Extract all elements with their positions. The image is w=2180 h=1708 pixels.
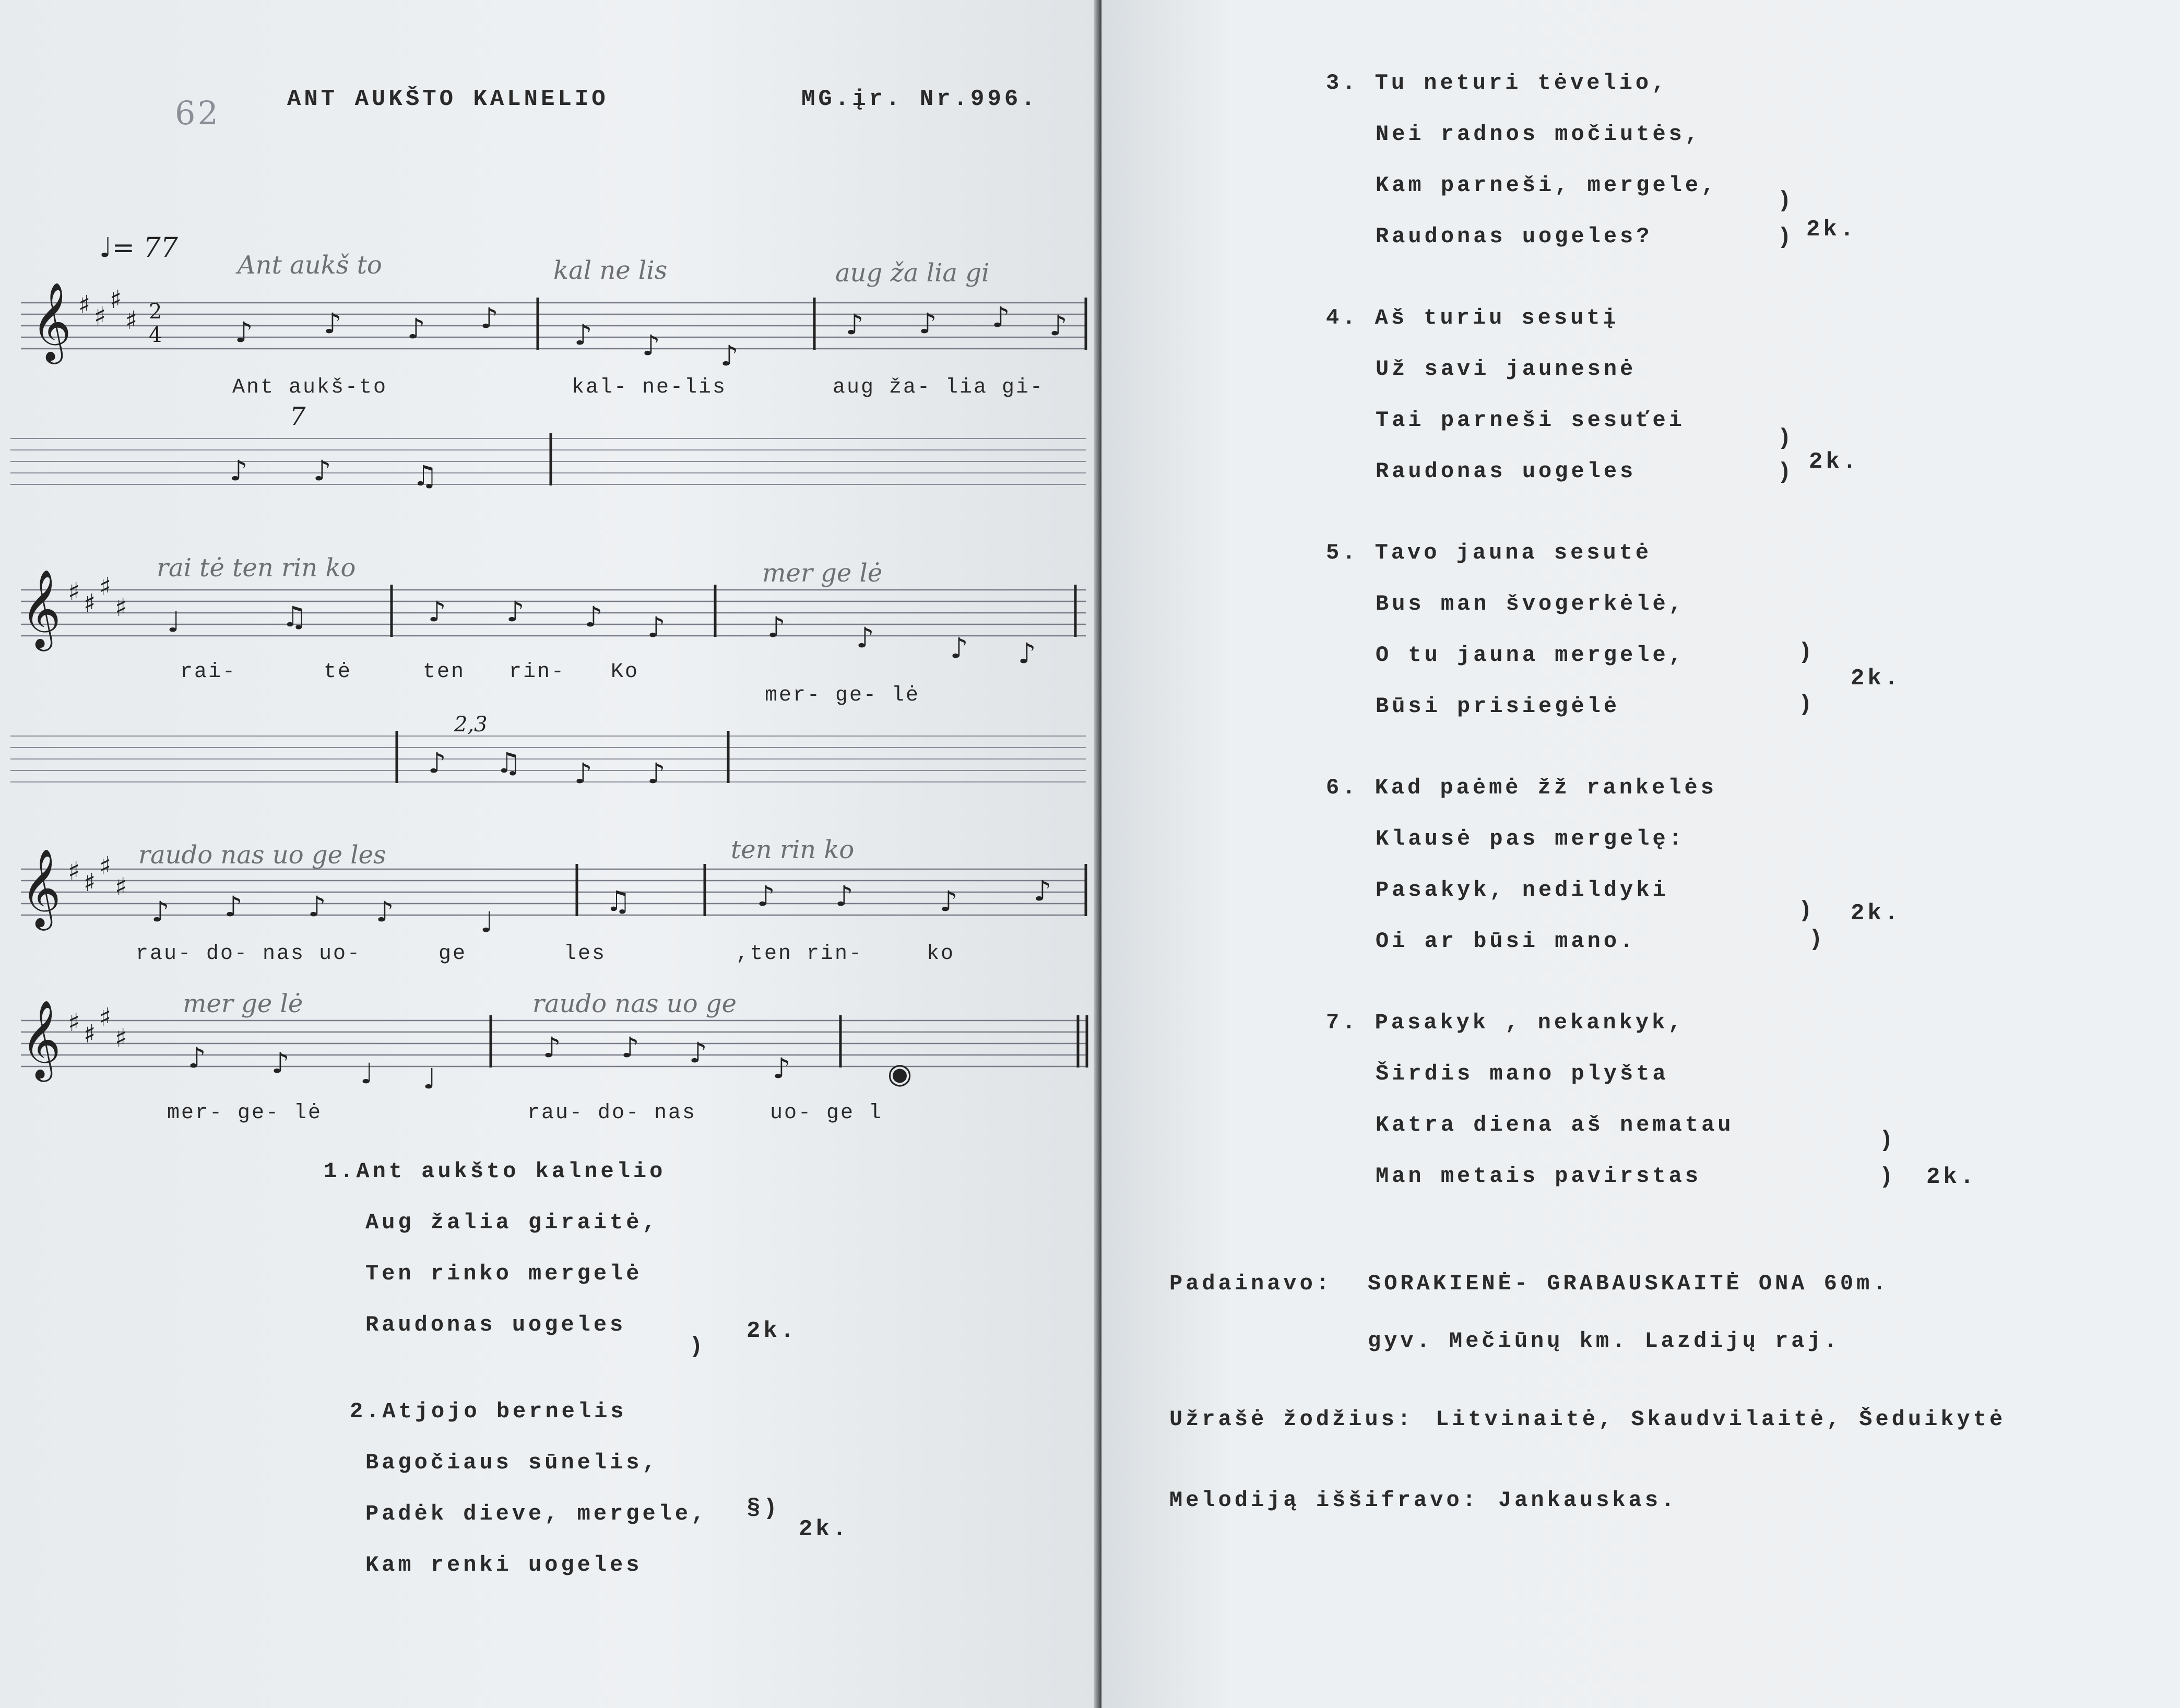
stanza-line: Bus man švogerkėlė, <box>1376 591 1685 616</box>
svg-text:♪: ♪ <box>757 880 775 912</box>
svg-text:♪: ♪ <box>230 454 248 487</box>
svg-text:♪: ♪ <box>574 318 593 351</box>
stanza-line: Tai parneši sesuťei <box>1376 408 1685 433</box>
svg-text:♪: ♪ <box>188 1041 206 1074</box>
stanza-line: Atjojo bernelis <box>382 1399 627 1424</box>
repeat-marker: 2k. <box>1926 1164 1977 1190</box>
svg-text:♯: ♯ <box>110 285 122 314</box>
stanza-line: Būsi prisiegėlė <box>1376 694 1620 719</box>
stanza-line: Aug žalia giraitė, <box>365 1210 659 1235</box>
lyric-line: mer- ge- lė <box>765 684 920 707</box>
pencil-note: Ant aukš to <box>238 251 382 280</box>
pencil-note: raudo nas uo ge <box>532 989 737 1018</box>
stanza-line: Kam parneši, mergele, <box>1376 173 1718 198</box>
words-recorded-by: Litvinaitė, Skaudvilaitė, Šeduikytė <box>1436 1407 2006 1432</box>
svg-text:♪: ♪ <box>647 757 666 790</box>
stanza-7 <box>1326 997 1977 1202</box>
svg-text:♯: ♯ <box>84 868 96 897</box>
repeat-brace: ) <box>1879 1164 1897 1190</box>
svg-text:♪: ♪ <box>480 302 499 335</box>
stanza-line: Ant aukšto kalnelio <box>356 1159 666 1184</box>
svg-text:♫: ♫ <box>282 600 307 633</box>
repeat-marker: 2k. <box>1806 217 1857 243</box>
svg-text:♯: ♯ <box>115 1024 127 1053</box>
stanza-line: Širdis mano plyšta <box>1376 1061 1669 1086</box>
stanza-5 <box>1326 527 1902 732</box>
stanza-number: 2. <box>350 1399 383 1424</box>
svg-text:♯: ♯ <box>68 577 80 607</box>
svg-text:♯: ♯ <box>99 851 112 881</box>
svg-text:♪: ♪ <box>846 308 864 341</box>
svg-text:♪: ♪ <box>940 885 958 918</box>
svg-text:♫: ♫ <box>606 885 631 918</box>
svg-text:♪: ♪ <box>919 307 937 340</box>
svg-text:♯: ♯ <box>84 1019 96 1049</box>
stanza-line: Katra diena aš nematau <box>1376 1112 1734 1137</box>
stanza-1 <box>324 1146 798 1360</box>
stanza-line: Pasakyk , nekankyk, <box>1375 1010 1685 1035</box>
svg-text:♯: ♯ <box>115 593 127 622</box>
svg-text:♪: ♪ <box>574 757 593 790</box>
repeat-brace: ) <box>1798 692 1816 718</box>
stanza-line: Raudonas uogeles <box>1376 459 1637 484</box>
svg-text:♪: ♪ <box>308 890 326 923</box>
svg-text:♯: ♯ <box>68 1008 80 1037</box>
stanza-line: Tu neturi tėvelio, <box>1375 70 1668 96</box>
lyric-line: rin- <box>509 660 566 684</box>
repeat-brace: ) <box>1798 898 1816 924</box>
stanza-line: Už savi jaunesnė <box>1376 357 1637 382</box>
stanza-line: Man metais pavirstas <box>1376 1164 1702 1189</box>
pencil-note: ten rin ko <box>731 835 855 864</box>
svg-text:𝄞: 𝄞 <box>21 999 61 1078</box>
staff-lines <box>10 726 1096 799</box>
stanza-line: Bagočiaus sūnelis, <box>365 1450 659 1475</box>
stanza-line: Ten rinko mergelė <box>365 1261 643 1286</box>
stanza-number: 1. <box>324 1159 357 1184</box>
stanza-number: 6. <box>1326 775 1359 800</box>
repeat-marker: 2k. <box>747 1318 798 1344</box>
svg-text:♪: ♪ <box>647 611 666 644</box>
music-staff-variant-1 <box>10 428 1096 504</box>
svg-text:♪: ♪ <box>407 312 425 345</box>
stanza-line: Klausė pas mergelę: <box>1376 826 1685 851</box>
svg-text:4: 4 <box>149 323 162 347</box>
svg-text:♪: ♪ <box>235 316 253 349</box>
staff-lines <box>10 428 1096 501</box>
svg-text:♩: ♩ <box>423 1062 436 1095</box>
repeat-marker: 2k. <box>799 1516 850 1543</box>
stanza-2 <box>350 1386 850 1591</box>
repeat-brace: ) <box>1798 639 1816 666</box>
performer-name: SORAKIENĖ- GRABAUSKAITĖ ONA 60m. <box>1368 1271 1889 1296</box>
repeat-brace: ) <box>1778 224 1795 251</box>
pencil-note: 7 <box>290 402 306 431</box>
svg-text:♫: ♫ <box>412 459 438 492</box>
repeat-brace: §) <box>747 1496 780 1522</box>
melody-by: Jankauskas. <box>1498 1488 1678 1513</box>
svg-text:♯: ♯ <box>68 857 80 886</box>
svg-text:♯: ♯ <box>94 302 106 331</box>
music-staff-1 <box>10 281 1096 378</box>
svg-text:♩: ♩ <box>360 1057 374 1090</box>
lyric-line: ko <box>927 942 955 966</box>
svg-text:𝄞: 𝄞 <box>31 281 72 361</box>
svg-text:2: 2 <box>149 300 162 324</box>
lyric-line: ,ten rin- <box>736 942 863 966</box>
stanza-line: O tu jauna mergele, <box>1376 643 1685 668</box>
stanza-line: Tavo jauna sesutė <box>1375 540 1652 565</box>
stanza-line: Pasakyk, nedildyki <box>1376 877 1669 903</box>
lyric-line: kal- ne-lis <box>572 376 727 399</box>
repeat-marker: 2k. <box>1851 900 1902 927</box>
right-page <box>1101 0 2180 1708</box>
svg-text:♪: ♪ <box>313 454 331 487</box>
svg-text:♪: ♪ <box>1034 874 1052 907</box>
lyric-line: Ant aukš-to <box>232 376 388 399</box>
lyric-line: ge <box>439 942 467 966</box>
archive-reference: MG.įr. Nr.996. <box>801 86 1038 112</box>
stanza-6 <box>1326 762 1902 967</box>
svg-text:𝄞: 𝄞 <box>21 568 61 648</box>
repeat-brace: ) <box>1778 188 1795 214</box>
svg-text:♪: ♪ <box>1018 637 1036 670</box>
stanza-line: Nei radnos močiutės, <box>1376 122 1702 147</box>
svg-text:♯: ♯ <box>84 589 96 618</box>
lyric-line: aug ža- lia gi- <box>833 376 1045 399</box>
lyric-line: tė <box>324 660 352 684</box>
pencil-note: kal ne lis <box>553 256 668 285</box>
svg-text:◉: ◉ <box>887 1057 913 1090</box>
stanza-number: 3. <box>1326 70 1359 96</box>
stanza-number: 5. <box>1326 540 1359 565</box>
pencil-note: mer ge lė <box>183 989 303 1018</box>
svg-text:♪: ♪ <box>224 890 243 923</box>
svg-text:♩: ♩ <box>480 906 494 939</box>
svg-text:♪: ♪ <box>856 621 874 654</box>
svg-text:♪: ♪ <box>271 1047 290 1080</box>
repeat-brace: ) <box>1778 425 1795 452</box>
svg-text:♪: ♪ <box>585 600 603 633</box>
svg-text:♪: ♪ <box>992 301 1010 334</box>
stanza-4 <box>1326 292 1860 497</box>
stanza-line: Kad paėmė žž rankelės <box>1375 775 1717 800</box>
svg-text:♪: ♪ <box>151 895 170 928</box>
music-staff-variant-2 <box>10 726 1096 801</box>
svg-text:♪: ♪ <box>1049 309 1068 342</box>
svg-text:♪: ♪ <box>689 1036 707 1069</box>
svg-text:♪: ♪ <box>720 339 739 372</box>
svg-text:♯: ♯ <box>78 290 91 319</box>
melody-label: Melodiją iššifravo: <box>1169 1488 1479 1513</box>
pencil-note: rai tė ten rin ko <box>157 553 356 583</box>
svg-text:♪: ♪ <box>767 611 786 644</box>
stanza-line: Raudonas uogeles? <box>1376 224 1653 249</box>
svg-text:♯: ♯ <box>115 872 127 902</box>
svg-text:♯: ♯ <box>99 1003 112 1032</box>
repeat-brace: ) <box>689 1334 706 1360</box>
svg-text:♪: ♪ <box>543 1031 561 1064</box>
stanza-3 <box>1326 57 1857 262</box>
stanza-line: Aš turiu sesutį <box>1375 305 1619 330</box>
svg-text:♪: ♪ <box>428 595 446 628</box>
svg-text:♯: ♯ <box>125 306 138 335</box>
svg-text:𝄞: 𝄞 <box>21 848 61 927</box>
lyric-line: les <box>564 942 607 966</box>
pencil-note: mer ge lė <box>762 559 883 588</box>
svg-text:♩: ♩ <box>167 606 181 638</box>
pencil-note: aug ža lia gi <box>835 258 990 288</box>
repeat-brace: ) <box>1879 1128 1897 1154</box>
svg-text:♪: ♪ <box>835 880 854 912</box>
svg-text:♪: ♪ <box>950 632 968 665</box>
svg-text:♪: ♪ <box>376 895 394 928</box>
tempo-mark: ♩= 77 <box>99 232 178 264</box>
lyric-line: ten <box>423 660 466 684</box>
lyric-line: rau- do- nas uo- <box>136 942 362 966</box>
page-number: 62 <box>175 94 220 132</box>
lyric-line: rai- <box>180 660 237 684</box>
performer-residence: gyv. Mečiūnų km. Lazdijų raj. <box>1368 1329 1840 1354</box>
lyric-line: rau- do- nas <box>527 1101 697 1125</box>
svg-text:♪: ♪ <box>642 329 660 362</box>
performer-label: Padainavo: <box>1169 1271 1333 1296</box>
words-recorded-label: Užrašė žodžius: <box>1169 1407 1414 1432</box>
stanza-number: 7. <box>1326 1010 1359 1035</box>
stanza-line: Kam renki uogeles <box>365 1552 643 1577</box>
svg-text:♪: ♪ <box>773 1052 791 1085</box>
lyric-line: mer- ge- lė <box>167 1101 323 1125</box>
song-title: ANT AUKŠTO KALNELIO <box>287 86 609 112</box>
repeat-marker: 2k. <box>1809 449 1860 475</box>
pencil-note: 2,3 <box>454 713 488 737</box>
repeat-marker: 2k. <box>1851 666 1902 692</box>
stanza-number: 4. <box>1326 305 1359 330</box>
repeat-brace: ) <box>1809 927 1826 953</box>
svg-text:♪: ♪ <box>324 307 342 340</box>
svg-text:♪: ♪ <box>428 746 446 779</box>
lyric-line: uo- ge l <box>770 1101 883 1125</box>
pencil-note: raudo nas uo ge les <box>138 840 386 870</box>
stanza-line: Oi ar būsi mano. <box>1376 929 1637 954</box>
svg-text:♪: ♪ <box>506 595 525 628</box>
repeat-brace: ) <box>1778 459 1795 485</box>
stanza-line: Raudonas uogeles <box>365 1312 626 1337</box>
svg-text:♯: ♯ <box>99 572 112 601</box>
svg-text:♪: ♪ <box>621 1031 639 1064</box>
stanza-line: Padėk dieve, mergele, <box>365 1501 708 1526</box>
lyric-line: Ko <box>611 660 639 684</box>
staff-lines <box>10 281 1096 376</box>
svg-text:♫: ♫ <box>496 746 522 779</box>
